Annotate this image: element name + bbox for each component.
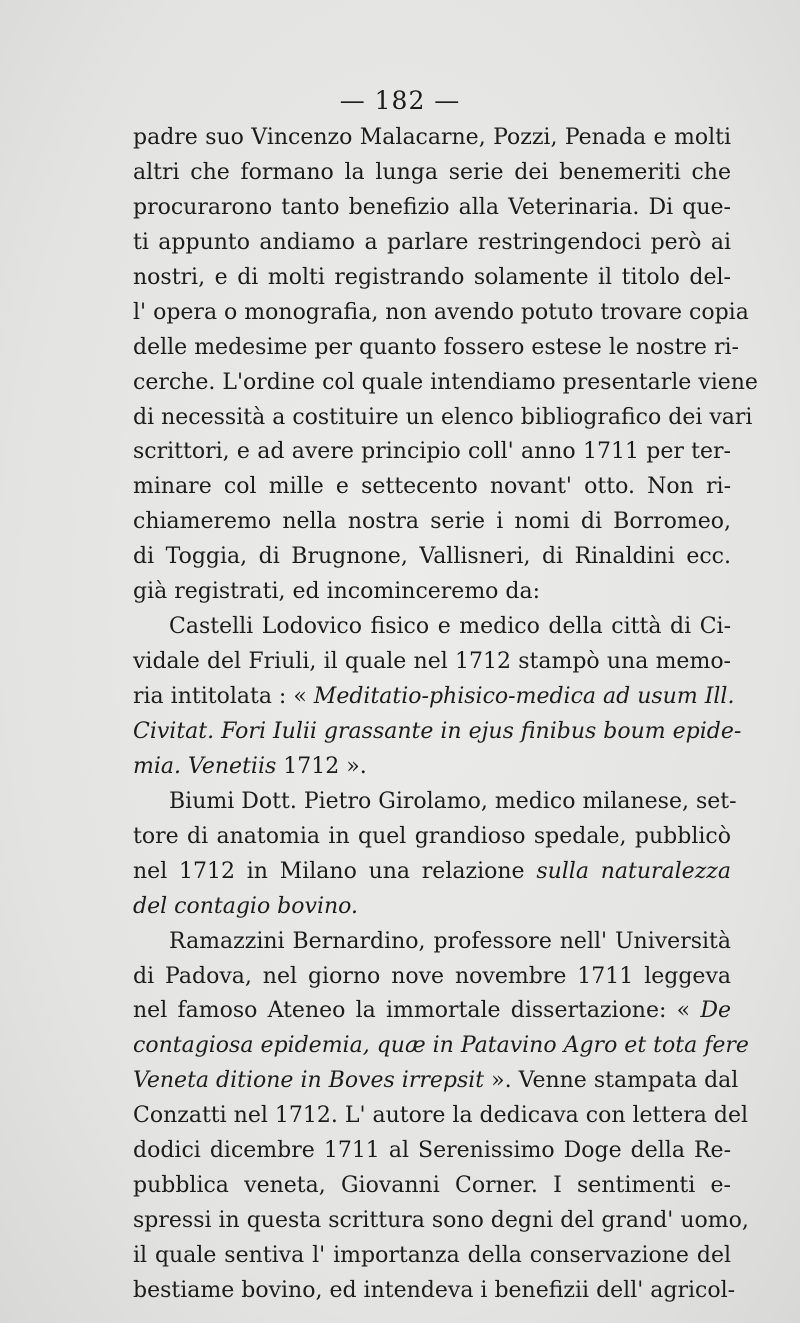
text-line: già registrati, ed incominceremo da: (133, 579, 541, 605)
italic-title: contagiosa epidemia, quæ in Patavino Agro et tota fere (133, 1033, 749, 1059)
text-line: procurarono tanto benefizio alla Veterinaria. Di que- (133, 194, 731, 220)
text-line: nostri, e di molti registrando solamente il titolo del- (133, 264, 731, 290)
text-line: Veneta ditione in Boves irrepsit ». Venne stampata dal (133, 1068, 739, 1094)
text-line: nel 1712 in Milano una relazione sulla naturalezza (133, 858, 731, 884)
italic-title: Meditatio-phisico-medica ad usum Ill. (313, 684, 735, 709)
entry-ramazzini-first-line: Ramazzini Bernardino, professore nell' Università (169, 928, 731, 954)
text-line (133, 715, 742, 750)
text-line: bestiame bovino, ed intendeva i benefizii dell' agricol- (133, 1277, 736, 1303)
text-line: delle medesime per quanto fossero estese le nostre ri- (133, 334, 739, 360)
italic-title: De (700, 998, 731, 1024)
text-line: scrittori, e ad avere principio coll' anno 1711 per ter- (133, 439, 731, 465)
italic-title: del contagio bovino. (133, 893, 358, 919)
text-line: il quale sentiva l' importanza della conservazione del (133, 1243, 731, 1268)
text-line: altri che formano la lunga serie dei benemeriti che (133, 159, 731, 185)
text-line (133, 1029, 749, 1064)
text-line: tore di anatomia in quel grandioso spedale, pubblicò (133, 823, 731, 849)
text-line: spressi in questa scrittura sono degni del grand' uomo, (133, 1208, 749, 1234)
text-line: ria intitolata : « Meditatio-phisico-medica ad usum Ill. (133, 684, 735, 709)
text-line: l' opera o monografia, non avendo potuto trovare copia (133, 299, 749, 325)
entry-biumi-first-line: Biumi Dott. Pietro Girolamo, medico milanese, set- (169, 788, 737, 814)
text-line: cerche. L'ordine col quale intendiamo presentarle viene (133, 369, 758, 395)
text-line: padre suo Vincenzo Malacarne, Pozzi, Penada e molti (133, 125, 731, 150)
text-line: di Padova, nel giorno nove novembre 1711 leggeva (133, 963, 731, 989)
italic-title: Veneta ditione in Boves irrepsit (133, 1068, 485, 1094)
text-line: minare col mille e settecento novant' otto. Non ri- (133, 474, 731, 500)
text-line: nel famoso Ateneo la immortale dissertazione: « De (133, 998, 731, 1024)
text-line: pubblica veneta, Giovanni Corner. I sentimenti e- (133, 1173, 731, 1199)
text-line: vidale del Friuli, il quale nel 1712 stampò una memo- (133, 649, 731, 675)
text-line: di Toggia, di Brugnone, Vallisneri, di Rinaldini ecc. (133, 544, 731, 570)
page-number: — 182 — (339, 86, 461, 115)
text-line: di necessità a costituire un elenco bibliografico dei vari (133, 404, 753, 430)
text-line: ti appunto andiamo a parlare restringendoci però ai (133, 229, 731, 255)
italic-title: Civitat. Fori Iulii grassante in ejus finibus boum epide- (133, 718, 742, 744)
body-text (133, 121, 758, 1309)
text-line: chiameremo nella nostra serie i nomi di Borromeo, (133, 509, 731, 535)
text-line: dodici dicembre 1711 al Serenissimo Doge della Re- (133, 1138, 731, 1164)
italic-title: sulla naturalezza (536, 858, 731, 884)
text-line: mia. Venetiis 1712 ». (133, 753, 367, 779)
text-line: Conzatti nel 1712. L' autore la dedicava con lettera del (133, 1103, 749, 1129)
text-line (133, 890, 731, 925)
entry-castelli-first-line: Castelli Lodovico fisico e medico della città di Ci- (169, 614, 731, 640)
italic-title: mia. Venetiis (133, 753, 277, 779)
